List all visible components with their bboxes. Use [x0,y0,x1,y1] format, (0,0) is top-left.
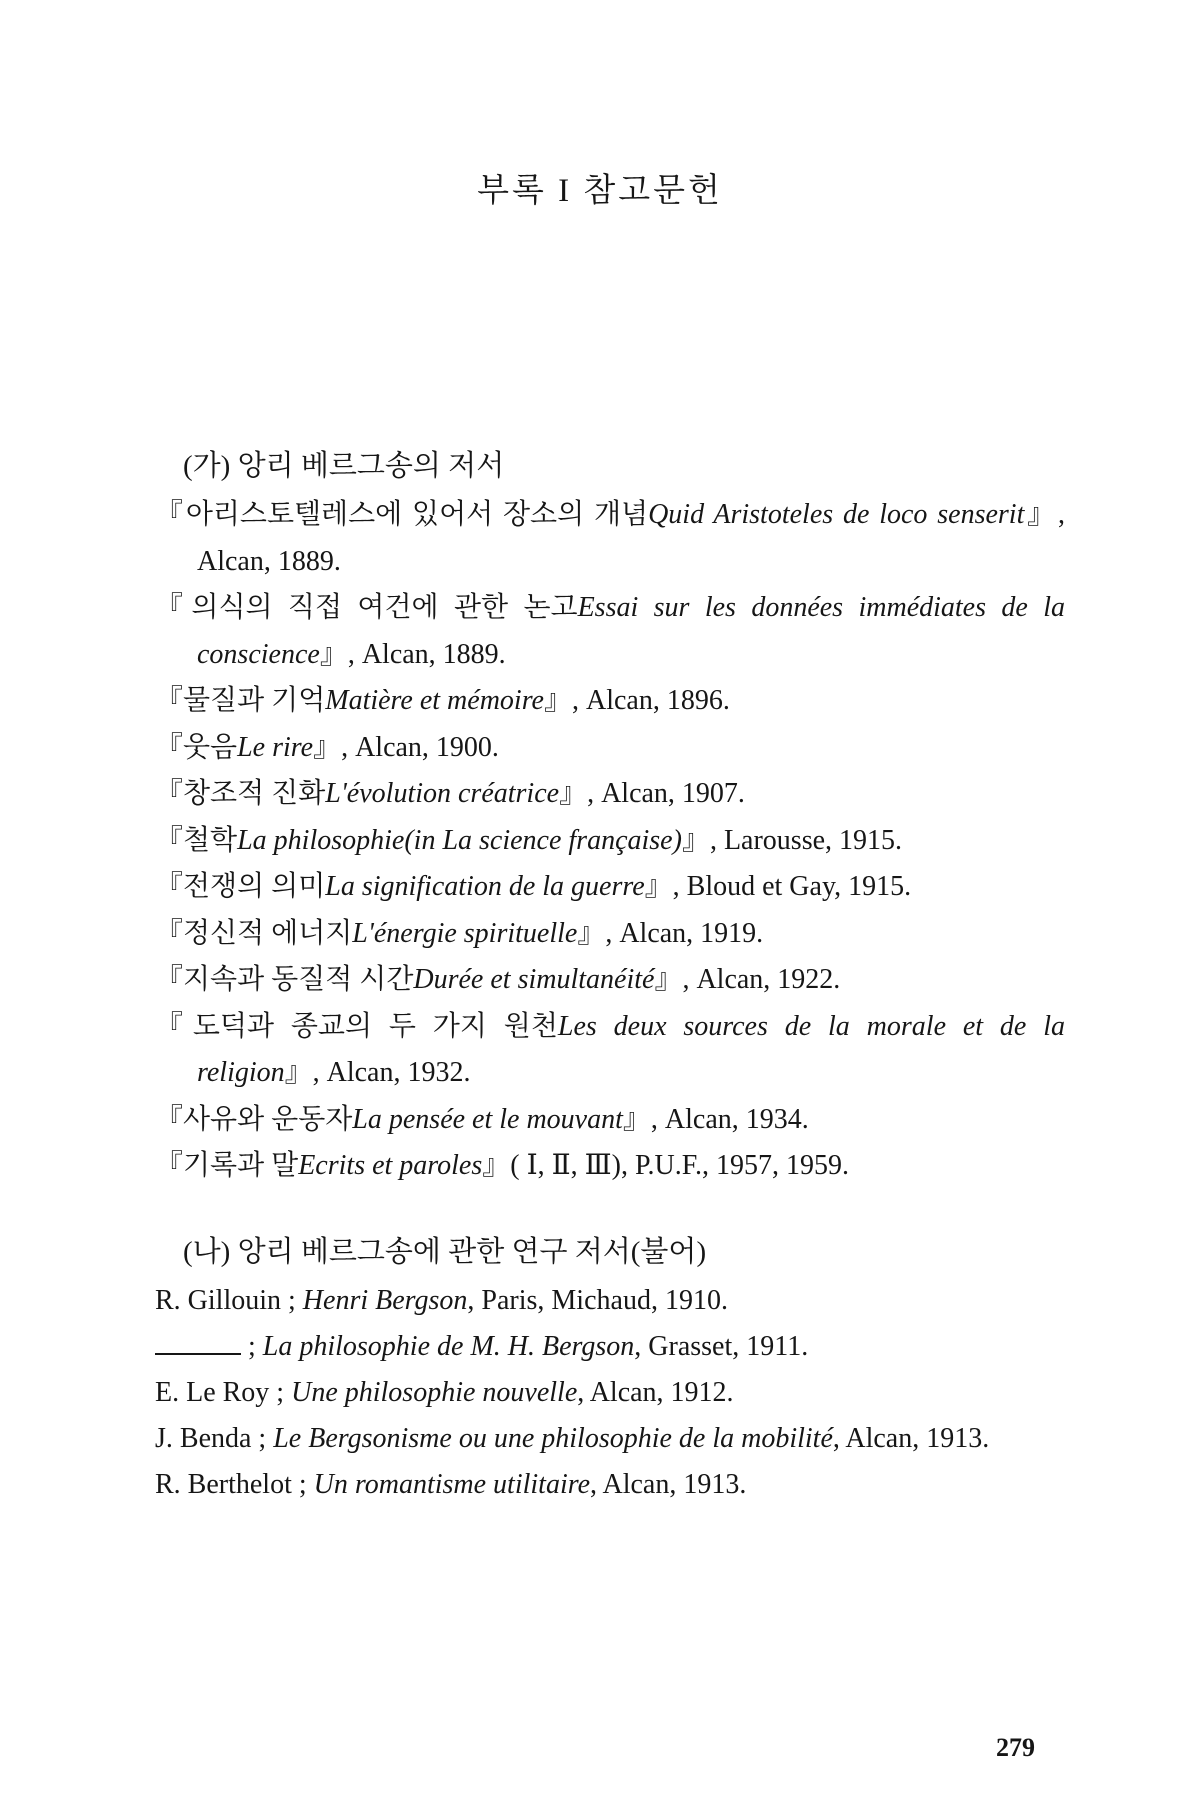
entry-french-title: Ecrits et paroles [298,1150,483,1181]
entry-title: La philosophie de M. H. Bergson [262,1331,635,1362]
entry-french-title: Essai sur les données immédiates de la conscience [197,592,1066,670]
bibliography-entry [155,1324,1065,1370]
entry-publication: 』, Alcan, 1889. [197,499,1065,577]
entry-publication: 』, Alcan, 1907. [559,778,745,809]
entry-publication: 』, Larousse, 1915. [681,824,903,856]
entry-korean-title: 『철학 [155,824,238,856]
page-title: 부록 I 참고문헌 [477,173,723,209]
entry-publication: 』, Alcan, 1919. [577,917,764,949]
entry-publication: 』, Alcan, 1932. [284,1057,471,1088]
entry-french-title: La pensée et le mouvant [352,1103,623,1135]
same-author-rule [155,1335,241,1355]
entry-publication: , Grasset, 1911. [634,1331,809,1362]
entry-title: Henri Bergson [302,1285,468,1316]
entry-french-title: L'évolution créatrice [325,778,560,809]
entry-publication: 』, Alcan, 1889. [319,638,506,670]
entry-korean-title: 『창조적 진화 [155,778,326,809]
entry-korean-title: 『의식의 직접 여건에 관한 논고 [155,592,578,623]
entry-title: Le Bergsonisme ou une philosophie de la mobilité [273,1423,833,1454]
bibliography-entry [155,725,1065,772]
entry-korean-title: 『정신적 에너지 [155,917,353,949]
entry-publication: 』, Alcan, 1896. [544,685,730,716]
entry-publication: , Alcan, 1913. [832,1423,990,1454]
entry-korean-title: 『기록과 말 [155,1150,299,1181]
entry-korean-title: 『웃음 [155,731,238,763]
entry-french-title: L'énergie spirituelle [352,917,578,949]
section-heading: (가) 앙리 베르그송의 저서 [183,450,505,482]
entry-publication: 』, Alcan, 1934. [622,1103,809,1135]
bibliography-entry [155,864,1065,911]
bibliography-entry [155,1004,1065,1097]
bibliography-entry [155,818,1065,865]
bibliography-entry [155,1370,1065,1416]
entry-publication: 』, Bloud et Gay, 1915. [644,871,912,902]
bibliography-entry [155,585,1065,678]
entry-author: R. Berthelot ; [155,1469,314,1500]
entry-publication: , Alcan, 1912. [577,1377,734,1408]
section-heading: (나) 앙리 베르그송에 관한 연구 저서(불어) [183,1236,707,1268]
entry-french-title: La signification de la guerre [325,871,645,902]
bibliography-entry [155,1416,1065,1462]
page-number: 279 [996,1733,1035,1762]
entry-french-title: La philosophie(in La science française) [237,824,682,856]
entry-separator: ; [241,1331,263,1362]
entry-french-title: Durée et simultanéité [413,964,655,995]
entry-publication: , Paris, Michaud, 1910. [467,1285,728,1316]
bibliography-entry [155,1143,1065,1190]
entry-french-title: Les deux sources de la morale et de la religion [197,1010,1066,1088]
entry-author: J. Benda ; [155,1423,274,1454]
entry-publication: 』, Alcan, 1900. [313,731,499,763]
entry-french-title: Quid Aristoteles de loco senserit [648,499,1025,530]
section-bergson-works [155,444,1065,1190]
bibliography-entry [155,1462,1065,1508]
entry-korean-title: 『사유와 운동자 [155,1103,353,1135]
bibliography-entry [155,492,1065,585]
entry-author: E. Le Roy ; [155,1377,292,1408]
bibliography-entry [155,771,1065,818]
entry-korean-title: 『물질과 기억 [155,685,326,716]
entry-korean-title: 『도덕과 종교의 두 가지 원천 [155,1010,558,1042]
entry-korean-title: 『전쟁의 의미 [155,871,326,902]
entry-korean-title: 『아리스토텔레스에 있어서 장소의 개념 [155,499,649,530]
entry-french-title: Le rire [237,731,314,763]
entry-title: Une philosophie nouvelle [291,1377,578,1408]
entry-publication: , Alcan, 1913. [590,1469,747,1500]
entry-french-title: Matière et mémoire [325,685,544,716]
bibliography-entry [155,1278,1065,1324]
entry-publication: 』, Alcan, 1922. [654,964,841,995]
bibliography-entry [155,911,1065,958]
entry-title: Un romantisme utilitaire [313,1469,591,1500]
bibliography-entry [155,1097,1065,1144]
section-studies-on-bergson [155,1230,1065,1508]
entry-publication: 』( Ⅰ, Ⅱ, Ⅲ), P.U.F., 1957, 1959. [482,1150,850,1181]
entry-author: R. Gillouin ; [155,1285,303,1316]
bibliography-entry [155,678,1065,725]
bibliography-entry [155,957,1065,1004]
entry-korean-title: 『지속과 동질적 시간 [155,964,414,995]
